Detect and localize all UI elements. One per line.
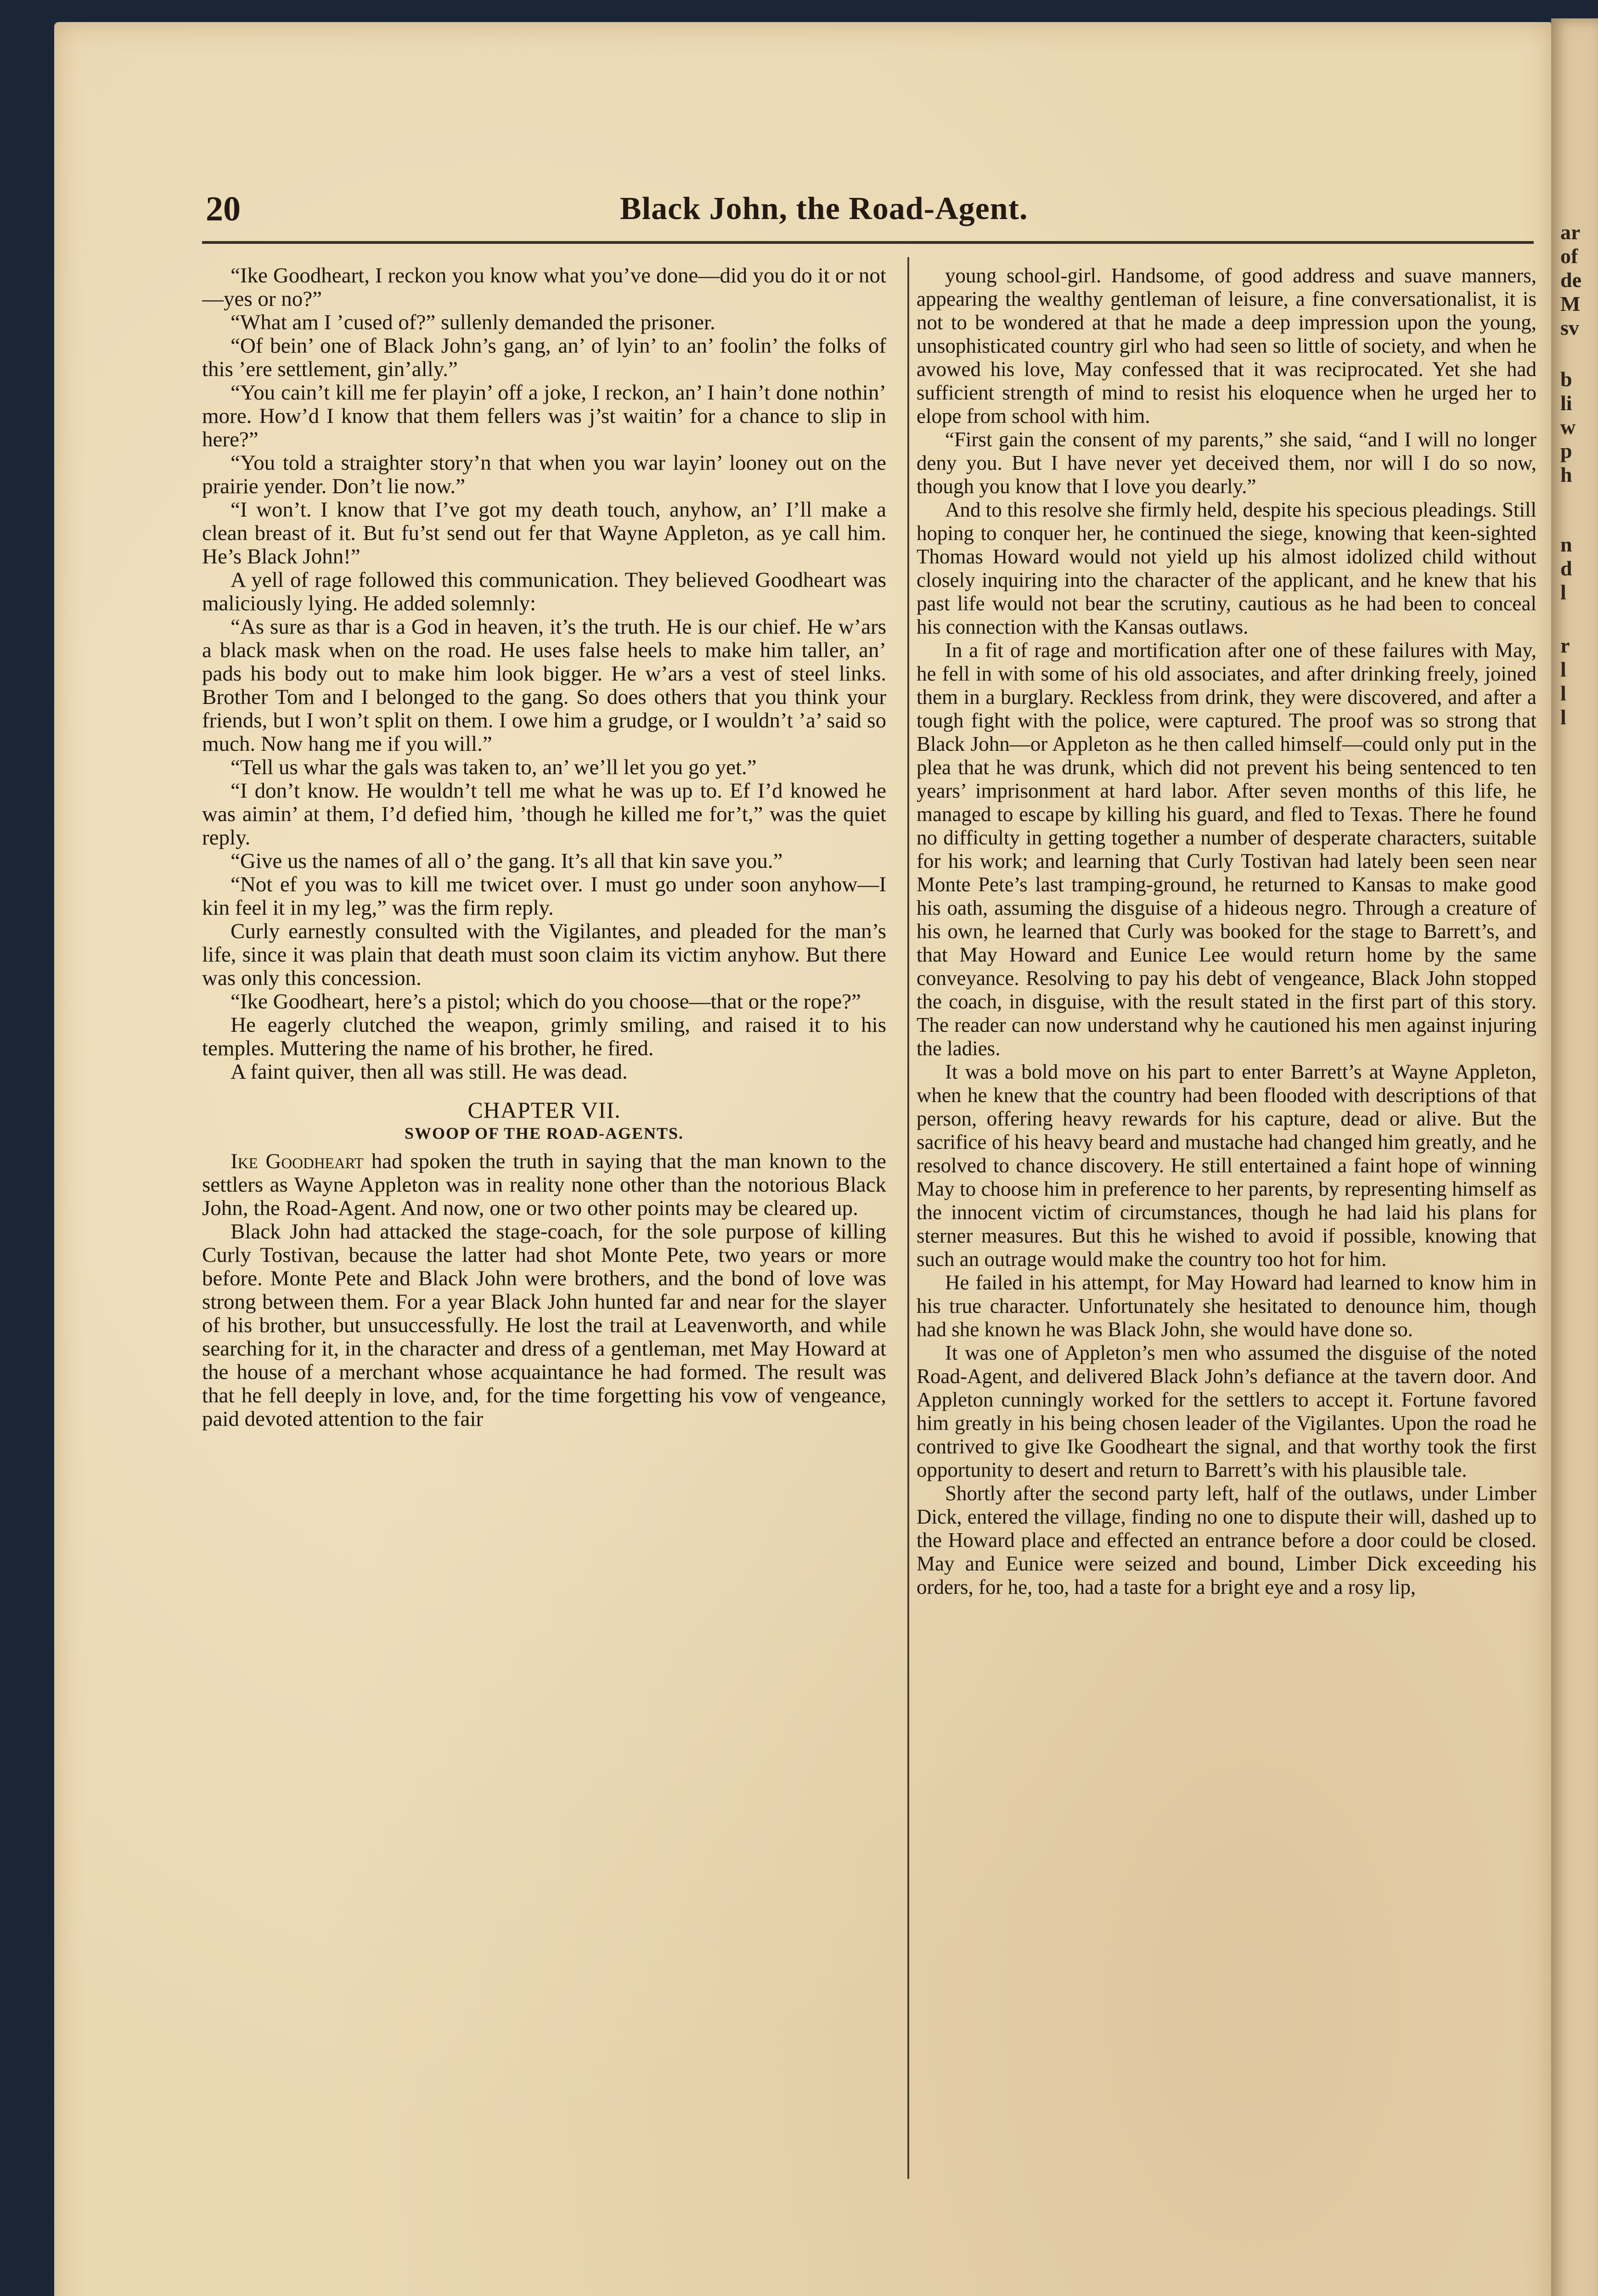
next-page-fragment: de: [1560, 268, 1581, 292]
paragraph: A faint quiver, then all was still. He was dead.: [231, 1060, 628, 1084]
paragraph: “What am I ’cused of?” sullenly demanded the prisoner.: [231, 310, 715, 334]
chapter-lead: Ike Goodheart: [231, 1149, 364, 1173]
paragraph: “As sure as thar is a God in heaven, it’s the truth. He is our chief. He w’ars a black mask when on the road. He uses false heels to make him taller, an’ pads his body out to make him look bigger. He w’ars a vest of steel links. Brother Tom and I belonged to the gang. So does others that you think your friends, but I won’t split on them. I owe him a grudge, or I wouldn’t ’a’ said so much. Now hang me if you will.”: [202, 615, 886, 756]
paragraph: He failed in his attempt, for May Howard had learned to know him in his true character. Unfortunately she hesitated to denounce him, though had she known he was Black John, she would have done so.: [917, 1271, 1536, 1341]
chapter-subtitle: SWOOP OF THE ROAD-AGENTS.: [404, 1124, 684, 1142]
paragraph: Black John had attacked the stage-coach, for the sole purpose of killing Curly Tostivan, because the latter had shot Monte Pete, two years or more before. Monte Pete and Black John were brothers, and the bond of love was strong between them. For a year Black John hunted far and near for the slayer of his brother, but unsuccessfully. He lost the trail at Leavenworth, and while searching for it, in the character and dress of a gentleman, met May Howard at the house of a merchant whose acquaintance he had formed. The result was that he fell deeply in love, and, for the time forgetting his vow of vengeance, paid devoted attention to the fair: [202, 1220, 886, 1431]
paragraph: young school-girl. Handsome, of good address and suave manners, appearing the wealthy gentleman of leisure, a fine conversationalist, it is not to be wondered at that he made a deep impression upon the young, unsophisticated country girl who had seen so little of society, and when he avowed his love, May confessed that it was reciprocated. Yet she had sufficient strength of mind to resist his eloquence when he urged her to elope from school with him.: [917, 264, 1536, 428]
paragraph: “Tell us whar the gals was taken to, an’ we’ll let you go yet.”: [231, 755, 757, 779]
watermark: [1176, 2294, 1580, 2296]
chapter-paragraphs: [202, 1220, 886, 1431]
next-page-fragment: p: [1560, 439, 1572, 462]
next-page-fragment: r: [1560, 634, 1570, 657]
paragraph: And to this resolve she firmly held, despite his specious pleadings. Still hoping to conquer her, he continued the siege, knowing that keen-sighted Thomas Howard would not yield up his almost idolized child without closely inquiring into the character of the applicant, and he knew that his past life would not bear the scrutiny, cautious as he had been to conceal his connection with the Kansas outlaws.: [917, 498, 1536, 638]
next-page-edge: [1551, 18, 1598, 2296]
paragraph: “Ike Goodheart, here’s a pistol; which do you choose—that or the rope?”: [231, 990, 861, 1013]
paragraph: He eagerly clutched the weapon, grimly smiling, and raised it to his temples. Muttering the name of his brother, he fired.: [202, 1013, 886, 1060]
next-page-fragment: w: [1560, 415, 1576, 439]
paragraph: “I won’t. I know that I’ve got my death touch, anyhow, an’ I’ll make a clean breast of it. But fu’st send out fer that Wayne Appleton, as ye call him. He’s Black John!”: [202, 498, 886, 568]
chapter-first-rest: had spoken the truth in saying that the man known to the settlers as Wayne Appleton was in reality none other than the notorious Black John, the Road-Agent. And now, one or two other points may be cleared up.: [202, 1149, 886, 1220]
paragraph: “Not ef you was to kill me twicet over. I must go under soon anyhow—I kin feel it in my leg,” was the firm reply.: [202, 872, 886, 920]
next-page-fragment: l: [1560, 580, 1566, 604]
next-page-fragment: ar: [1560, 220, 1581, 244]
paragraph: “Of bein’ one of Black John’s gang, an’ of lyin’ to an’ foolin’ the folks of this ’ere settlement, gin’ally.”: [202, 334, 886, 381]
next-page-fragment: l: [1560, 658, 1566, 681]
next-page-fragment: l: [1560, 681, 1566, 705]
next-page-fragment: h: [1560, 463, 1572, 486]
left-paragraphs: [202, 264, 886, 1084]
paragraph: “I don’t know. He wouldn’t tell me what he was up to. Ef I’d knowed he was aimin’ at them, I’d defied him, ’though he killed me for’t,” was the quiet reply.: [202, 779, 886, 850]
paragraph: It was a bold move on his part to enter Barrett’s at Wayne Appleton, when he knew that the country had been flooded with descriptions of that person, offering heavy rewards for his capture, dead or alive. But the sacrifice of his heavy beard and mustache had changed him greatly, and he resolved to chance discovery. He still entertained a faint hope of winning May to choose him in preference to her parents, by representing himself as the innocent victim of circumstances, though he had laid his plans for sterner measures. But this he wished to avoid if possible, knowing that such an outrage would make the country too hot for him.: [917, 1060, 1536, 1271]
paragraph: “You told a straighter story’n that when you war layin’ looney out on the prairie yender. Don’t lie now.”: [202, 451, 886, 498]
next-page-fragment: of: [1560, 244, 1578, 268]
next-page-fragment: d: [1560, 557, 1572, 580]
header-rule: [202, 241, 1534, 244]
running-title: Black John, the Road-Agent.: [620, 191, 1028, 226]
chapter-first-paragraph: [202, 1150, 886, 1220]
right-column: [917, 264, 1536, 2183]
paragraph: A yell of rage followed this communication. They believed Goodheart was maliciously lying. He added solemnly:: [202, 568, 886, 615]
right-paragraphs: [917, 264, 1536, 1599]
chapter-title: CHAPTER VII.: [467, 1097, 621, 1123]
paragraph: Curly earnestly consulted with the Vigilantes, and pleaded for the man’s life, since it was plain that death must soon claim its victim anyhow. But there was only this concession.: [202, 919, 886, 990]
paragraph: In a fit of rage and mortification after one of these failures with May, he fell in with some of his old associates, and after drinking freely, joined them in a burglary. Reckless from drink, they were discovered, and after a tough fight with the police, were captured. The proof was so strong that Black John—or Appleton as he then called himself—could only put in the plea that he was drunk, which did not prevent his being sentenced to ten years’ imprisonment at hard labor. After seven months of this life, he managed to escape by killing his guard, and fled to Texas. There he found no difficulty in getting together a number of desperate characters, suitable for his work; and learning that Curly Tostivan had lately been seen near Monte Pete’s last tramping-ground, he returned to Kansas to make good his oath, assuming the disguise of a hideous negro. Through a creature of his own, he learned that Curly was booked for the stage to Barrett’s, and that May Howard and Eunice Lee would return home by the same conveyance. Resolving to pay his debt of vengeance, Black John stopped the coach, in disguise, with the result stated in the first part of this story. The reader can now understand why he cautioned his men against injuring the ladies.: [917, 639, 1536, 1060]
next-page-fragment: n: [1560, 533, 1572, 556]
paragraph: “You cain’t kill me fer playin’ off a joke, I reckon, an’ I hain’t done nothin’ more. How’d I know that them fellers was j’st waitin’ for a chance to slip in here?”: [202, 381, 886, 451]
next-page-fragment: l: [1560, 705, 1566, 729]
paragraph: Shortly after the second party left, half of the outlaws, under Limber Dick, entered the village, finding no one to dispute their will, dashed up to the Howard place and effected an entrance before a door could be closed. May and Eunice were seized and bound, Limber Dick exceeding his orders, for he, too, had a taste for a bright eye and a rosy lip,: [917, 1482, 1536, 1598]
column-divider: [907, 257, 909, 2179]
next-page-fragment: sv: [1560, 316, 1579, 339]
next-page-fragment: M: [1560, 292, 1581, 315]
left-column: [202, 264, 886, 2183]
paragraph: “First gain the consent of my parents,” she said, “and I will no longer deny you. But I have never yet deceived them, nor will I do so now, though you know that I love you dearly.”: [917, 428, 1536, 498]
paragraph: It was one of Appleton’s men who assumed the disguise of the noted Road-Agent, and delivered Black John’s defiance at the tavern door. And Appleton cunningly worked for the settlers to accept it. Fortune favored him greatly in his being chosen leader of the Vigilantes. Upon the road he contrived to give Ike Goodheart the signal, and that worthy took the first opportunity to desert and return to Barrett’s with his plausible tale.: [917, 1341, 1536, 1481]
paragraph: “Ike Goodheart, I reckon you know what you’ve done—did you do it or not—yes or no?”: [202, 264, 886, 311]
paragraph: “Give us the names of all o’ the gang. It’s all that kin save you.”: [231, 849, 783, 873]
page-number: 20: [206, 190, 241, 228]
next-page-fragment: li: [1560, 391, 1572, 415]
next-page-fragment: b: [1560, 367, 1572, 391]
